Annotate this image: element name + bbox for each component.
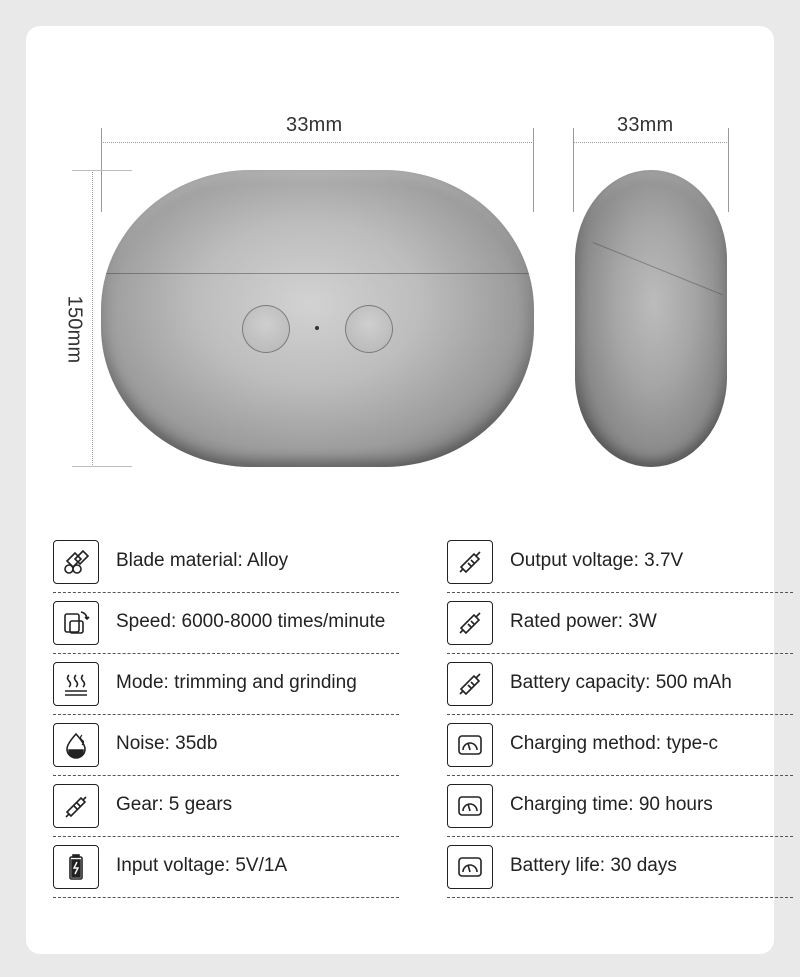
spec-label: Rated power: 3W (510, 611, 657, 632)
plug-icon (447, 601, 493, 645)
spec-label: Input voltage: 5V/1A (116, 855, 288, 876)
dim-tick (72, 170, 132, 171)
spec-row (53, 715, 399, 776)
noise-icon (53, 723, 99, 767)
gauge-icon (447, 784, 493, 828)
side-width-label: 33mm (617, 114, 674, 136)
spec-label: Speed: 6000-8000 times/minute (116, 611, 386, 632)
spec-row (447, 532, 793, 593)
spec-label: Battery capacity: 500 mAh (510, 672, 732, 693)
spec-row (447, 715, 793, 776)
height-line (92, 170, 93, 467)
row-divider (53, 897, 399, 898)
side-seam (593, 242, 723, 295)
top-width-label: 33mm (286, 114, 343, 136)
spec-row (447, 654, 793, 715)
speed-icon (53, 601, 99, 645)
spec-row (53, 776, 399, 837)
dim-tick (72, 466, 132, 467)
spec-row (447, 593, 793, 654)
alloy-icon (53, 540, 99, 584)
top-width-line (101, 142, 534, 143)
spec-label: Noise: 35db (116, 733, 218, 754)
plug-icon (447, 662, 493, 706)
spec-label: Blade material: Alloy (116, 550, 289, 571)
spec-row (53, 837, 399, 898)
spec-label: Charging time: 90 hours (510, 794, 713, 815)
spec-label: Mode: trimming and grinding (116, 672, 357, 693)
spec-row (447, 776, 793, 837)
dim-tick (533, 128, 534, 212)
case-side-view (575, 170, 727, 467)
case-indicator-dot (315, 326, 319, 330)
gauge-icon (447, 723, 493, 767)
case-button-right (345, 305, 393, 353)
gear-icon (53, 784, 99, 828)
side-width-line (573, 142, 729, 143)
plug-icon (447, 540, 493, 584)
battery-icon (53, 845, 99, 889)
spec-label: Charging method: type-c (510, 733, 719, 754)
spec-label: Battery life: 30 days (510, 855, 677, 876)
case-seam (101, 273, 534, 274)
spec-row (447, 837, 793, 898)
height-label: 150mm (63, 295, 86, 364)
mode-icon (53, 662, 99, 706)
spec-label: Gear: 5 gears (116, 794, 233, 815)
dim-tick (728, 128, 729, 212)
dim-tick (573, 128, 574, 212)
gauge-icon (447, 845, 493, 889)
row-divider (447, 897, 793, 898)
case-button-left (242, 305, 290, 353)
spec-row (53, 532, 399, 593)
spec-row (53, 654, 399, 715)
spec-label: Output voltage: 3.7V (510, 550, 684, 571)
case-front-view (101, 170, 534, 467)
spec-row (53, 593, 399, 654)
